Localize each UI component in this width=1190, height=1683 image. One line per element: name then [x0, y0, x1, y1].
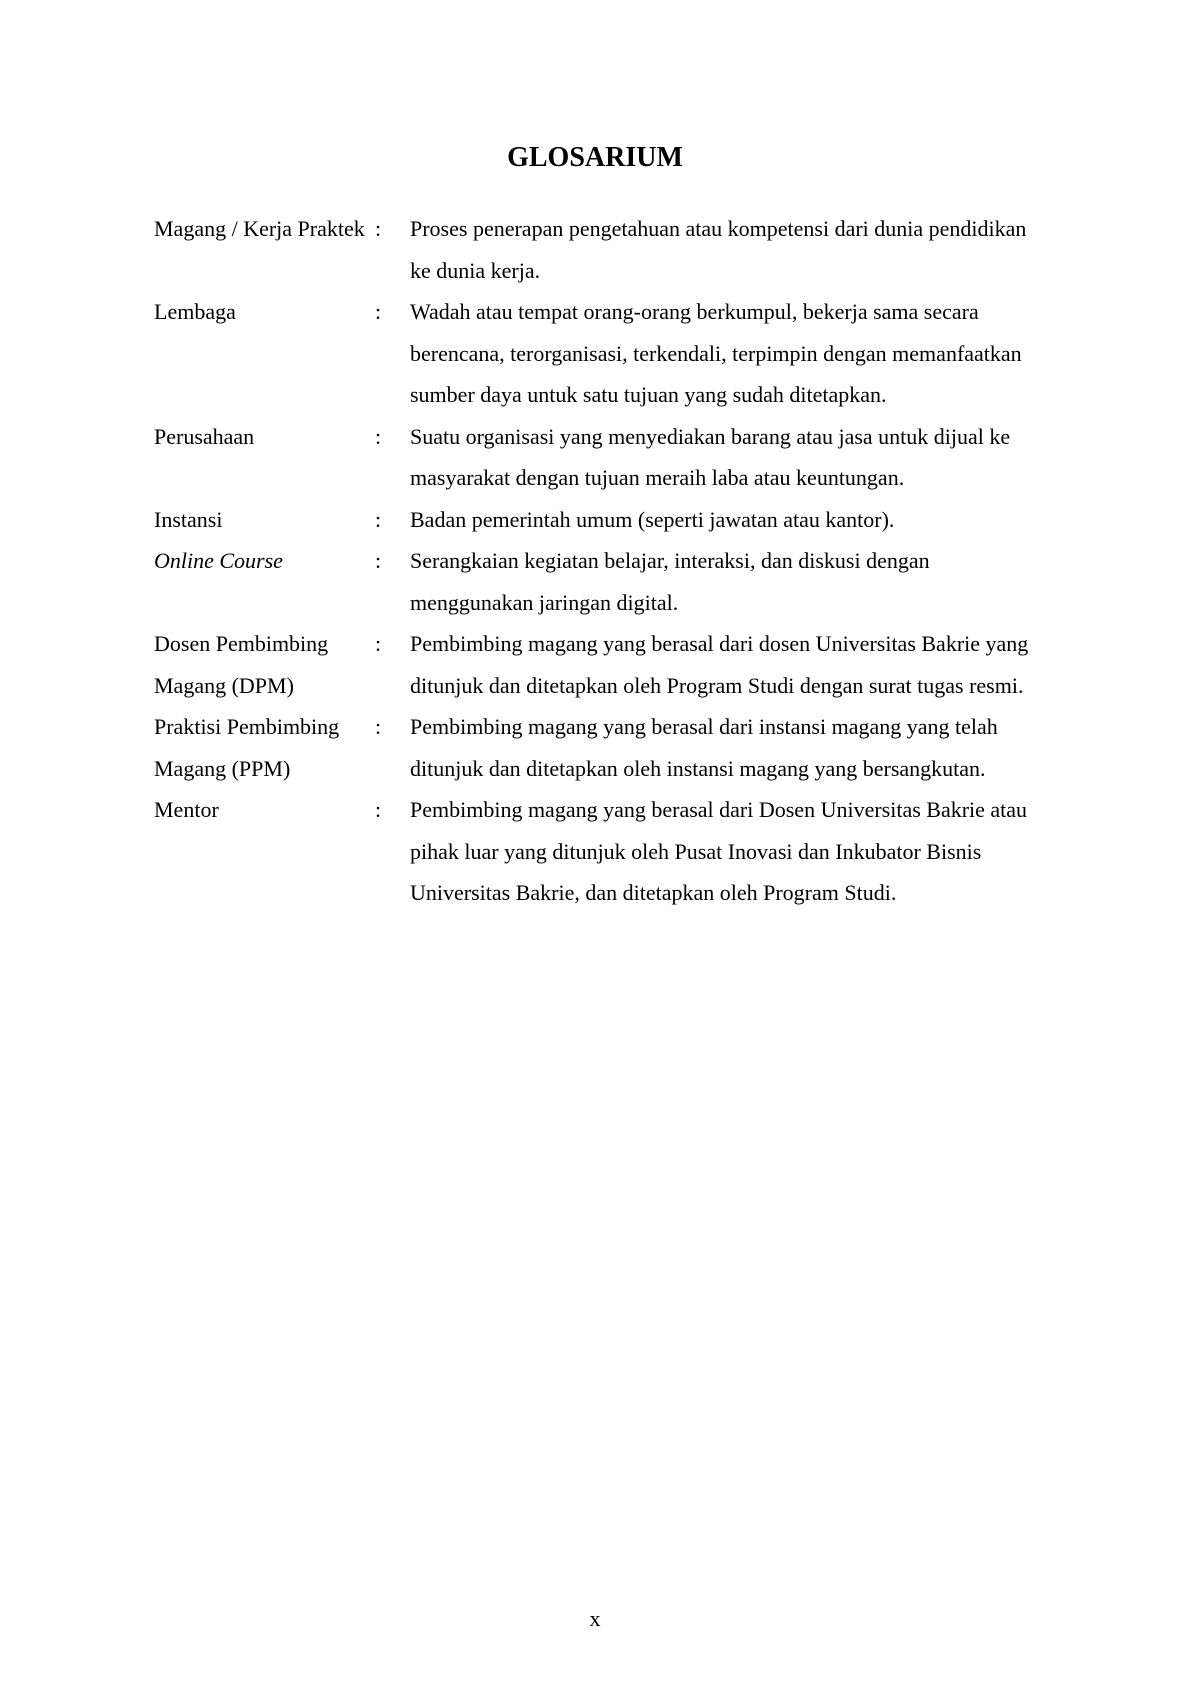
page-number: x	[589, 1606, 601, 1631]
glossary-term: Online Course	[154, 548, 283, 573]
glossary-entry-ppm	[154, 706, 1054, 789]
glossary-term: Mentor	[154, 797, 219, 822]
glossary-separator: :	[375, 506, 382, 532]
glossary-term: Praktisi Pembimbing Magang (PPM)	[154, 714, 340, 781]
glossary-list	[154, 208, 1054, 914]
glossary-definition: Serangkaian kegiatan belajar, interaksi, dan diskusi dengan menggunakan jaringan digital.	[410, 548, 930, 615]
glossary-entry-lembaga	[154, 291, 1054, 416]
glossary-entry-mentor	[154, 789, 1054, 914]
glossary-definition: Pembimbing magang yang berasal dari dosen Universitas Bakrie yang ditunjuk dan ditetapkan oleh Program Studi dengan surat tugas resmi.	[410, 631, 1029, 698]
glossary-term: Perusahaan	[154, 423, 255, 449]
glossary-separator: :	[375, 548, 382, 573]
page-title: GLOSARIUM	[507, 142, 683, 173]
glossary-definition: Suatu organisasi yang menyediakan barang atau jasa untuk dijual ke masyarakat dengan tujuan meraih laba atau keuntungan.	[410, 423, 1011, 490]
glossary-term: Instansi	[154, 506, 223, 532]
glossary-definition: Wadah atau tempat orang-orang berkumpul, bekerja sama secara berencana, terorganisasi, terkendali, terpimpin dengan memanfaatkan sumber daya untuk satu tujuan yang sudah ditetapkan.	[410, 299, 1022, 407]
glossary-separator: :	[375, 631, 382, 656]
glossary-term: Magang / Kerja Praktek	[154, 216, 365, 241]
glossary-term: Dosen Pembimbing Magang (DPM)	[154, 631, 329, 698]
glossary-entry-dpm	[154, 623, 1054, 706]
glossary-definition: Badan pemerintah umum (seperti jawatan atau kantor).	[410, 506, 895, 532]
glossary-entry-online-course	[154, 540, 1054, 623]
glossary-definition: Proses penerapan pengetahuan atau kompetensi dari dunia pendidikan ke dunia kerja.	[410, 216, 1027, 283]
glossary-separator: :	[375, 797, 382, 822]
glossary-definition: Pembimbing magang yang berasal dari instansi magang yang telah ditunjuk dan ditetapkan oleh instansi magang yang bersangkutan.	[410, 714, 998, 781]
glossary-entry-magang	[154, 208, 1054, 291]
glossary-separator: :	[375, 299, 382, 324]
glossary-separator: :	[375, 216, 382, 241]
glossary-entry-instansi	[154, 499, 1054, 541]
glossary-entry-perusahaan	[154, 416, 1054, 499]
glossary-term: Lembaga	[154, 299, 236, 324]
glossary-separator: :	[375, 423, 382, 449]
glossary-definition: Pembimbing magang yang berasal dari Dosen Universitas Bakrie atau pihak luar yang ditunjuk oleh Pusat Inovasi dan Inkubator Bisnis Universitas Bakrie, dan ditetapkan oleh Program Studi.	[410, 797, 1028, 905]
glossary-separator: :	[375, 714, 382, 739]
